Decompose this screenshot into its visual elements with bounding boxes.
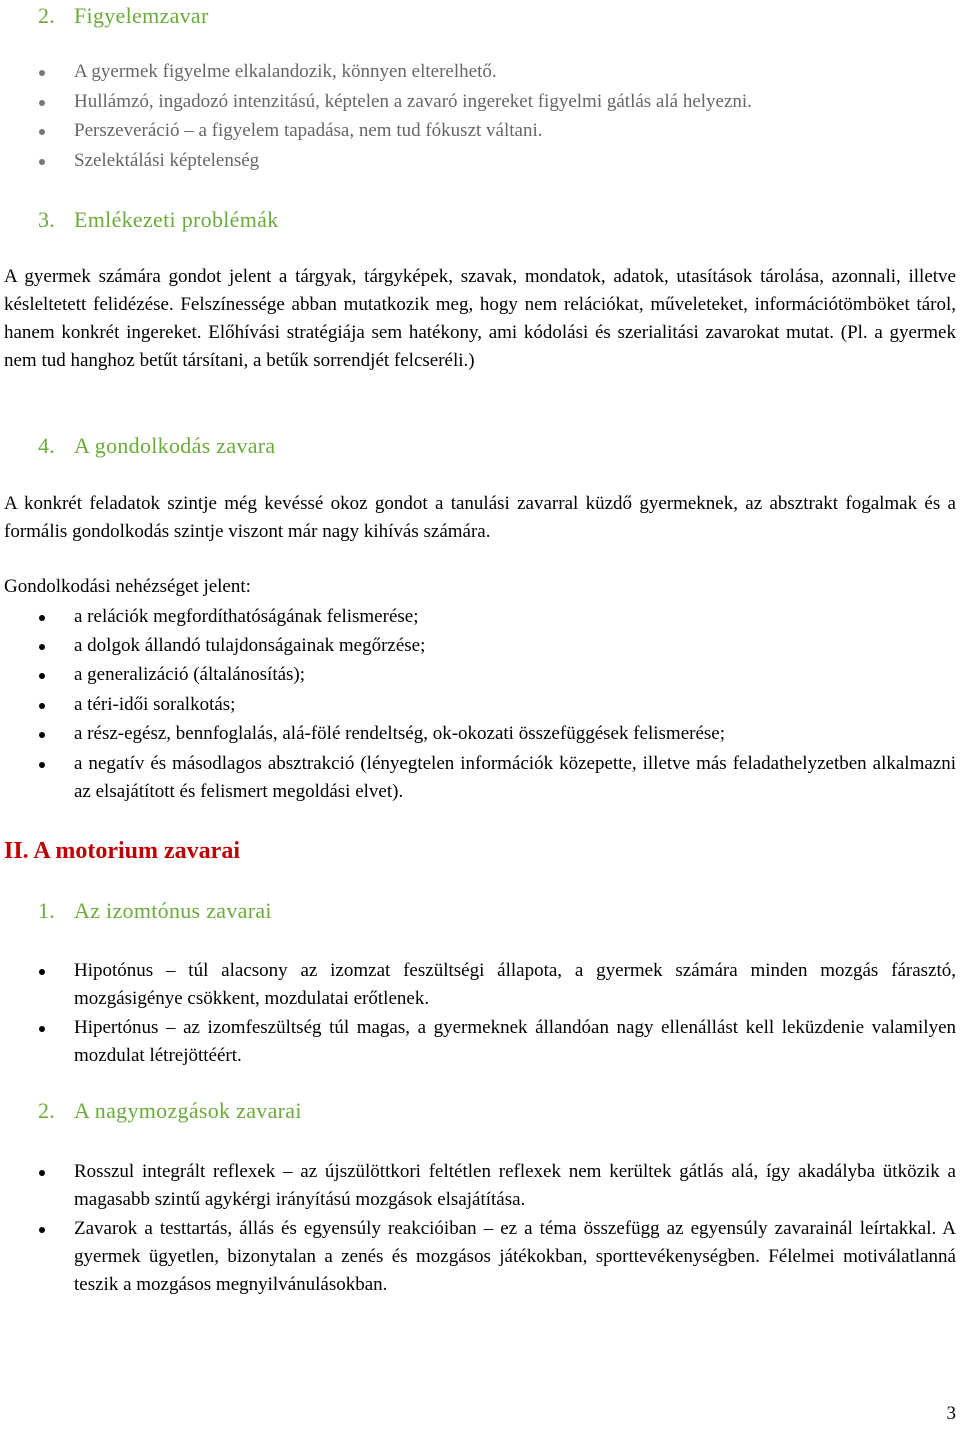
heading-number: 2. xyxy=(38,3,56,28)
list-item-text: a generalizáció (általánosítás); xyxy=(74,664,306,685)
heading-text: A gondolkodás zavara xyxy=(74,433,276,458)
list-item-text: Rosszul integrált reflexek – az újszülöttkori feltétlen reflexek nem kerültek gátlás alá, így akadályba ütközik a magasabb szintű agykérgi irányítású mozgások elsajátítása. xyxy=(74,1161,956,1210)
bullet-icon xyxy=(39,159,45,165)
heading-number: 1. xyxy=(38,898,56,923)
list-item-text: Zavarok a testtartás, állás és egyensúly reakcióiban – ez a téma összefügg az egyensúly zavarainál leírtakkal. A gyermek ügyetlen, bizonytalan a zenés és mozgásos játékokban, sporttevékenységben. Félelmei motiválatlanná teszik a mozgásos megnyilvánulásokban. xyxy=(74,1218,956,1295)
bullet-icon xyxy=(39,673,45,679)
list-item-text: a relációk megfordíthatóságának felismerése; xyxy=(74,606,419,627)
section-heading-nagymozgasok xyxy=(38,1097,302,1125)
heading-text: A nagymozgások zavarai xyxy=(74,1098,302,1123)
bullet-icon xyxy=(39,70,45,76)
section-heading-emlekezeti xyxy=(38,206,279,234)
heading-text: Az izomtónus zavarai xyxy=(74,898,272,923)
paragraph-emlekezet: A gyermek számára gondot jelent a tárgyak, tárgyképek, szavak, mondatok, adatok, utasítások tárolása, azonnali, illetve késleltetett felidézése. Felszínessége abban mutatkozik meg, hogy nem relációkat, műveleteket, információtömböket tárol, hanem konkrét ingereket. Előhívási stratégiája sem hatékony, ami kódolási és szerialitási zavarokat mutat. (Pl. a gyermek nem tud hanghoz betűt társítani, a betűk sorrendjét felcseréli.) xyxy=(4,266,956,371)
list-item-text: Hipertónus – az izomfeszültség túl magas, a gyermeknek állandóan nagy ellenállást kell leküzdenie valamilyen mozdulat létrejöttéért. xyxy=(74,1017,956,1066)
list-item-text: Szelektálási képtelenség xyxy=(74,150,260,171)
bullet-icon xyxy=(39,100,45,106)
heading-text: Figyelemzavar xyxy=(74,3,209,28)
bullet-icon xyxy=(39,762,45,768)
bullet-icon xyxy=(39,969,45,975)
bullet-icon xyxy=(39,1170,45,1176)
list-item-text: A gyermek figyelme elkalandozik, könnyen elterelhető. xyxy=(74,61,497,82)
section-heading-figyelemzavar xyxy=(38,2,209,30)
page-number: 3 xyxy=(946,1403,956,1424)
list-intro: Gondolkodási nehézséget jelent: xyxy=(4,576,251,597)
section-heading-izomtonus xyxy=(38,897,272,925)
section-heading-gondolkodas xyxy=(38,432,276,460)
bullet-icon xyxy=(39,732,45,738)
chapter-heading-motorium: II. A motorium zavarai xyxy=(4,838,240,864)
bullet-icon xyxy=(39,703,45,709)
list-item-text: a téri-idői soralkotás; xyxy=(74,694,236,715)
list-item-text: a negatív és másodlagos absztrakció (lényegtelen információk közepette, illetve más feladathelyzetben alkalmazni az elsajátított és felismert megoldási elvet). xyxy=(74,753,956,802)
list-item-text: Perszeveráció – a figyelem tapadása, nem tud fókuszt váltani. xyxy=(74,120,543,141)
bullet-icon xyxy=(39,1026,45,1032)
paragraph-gondolkodas: A konkrét feladatok szintje még kevéssé okoz gondot a tanulási zavarral küzdő gyermeknek, az absztrakt fogalmak és a formális gondolkodás szintje viszont már nagy kihívás számára. xyxy=(4,493,956,542)
heading-text: Emlékezeti problémák xyxy=(74,207,279,232)
heading-number: 2. xyxy=(38,1098,56,1123)
list-item-text: Hullámzó, ingadozó intenzitású, képtelen a zavaró ingereket figyelmi gátlás alá helyezni. xyxy=(74,91,752,112)
bullet-icon xyxy=(39,129,45,135)
bullet-icon xyxy=(39,1227,45,1233)
heading-number: 4. xyxy=(38,433,56,458)
bullet-icon xyxy=(39,644,45,650)
list-item-text: Hipotónus – túl alacsony az izomzat feszültségi állapota, a gyermek számára minden mozgás fárasztó, mozgásigénye csökkent, mozdulatai erőtlenek. xyxy=(74,960,956,1009)
heading-number: 3. xyxy=(38,207,56,232)
list-item-text: a dolgok állandó tulajdonságainak megőrzése; xyxy=(74,635,426,656)
list-item-text: a rész-egész, bennfoglalás, alá-fölé rendeltség, ok-okozati összefüggések felismerése; xyxy=(74,723,725,744)
bullet-icon xyxy=(39,615,45,621)
